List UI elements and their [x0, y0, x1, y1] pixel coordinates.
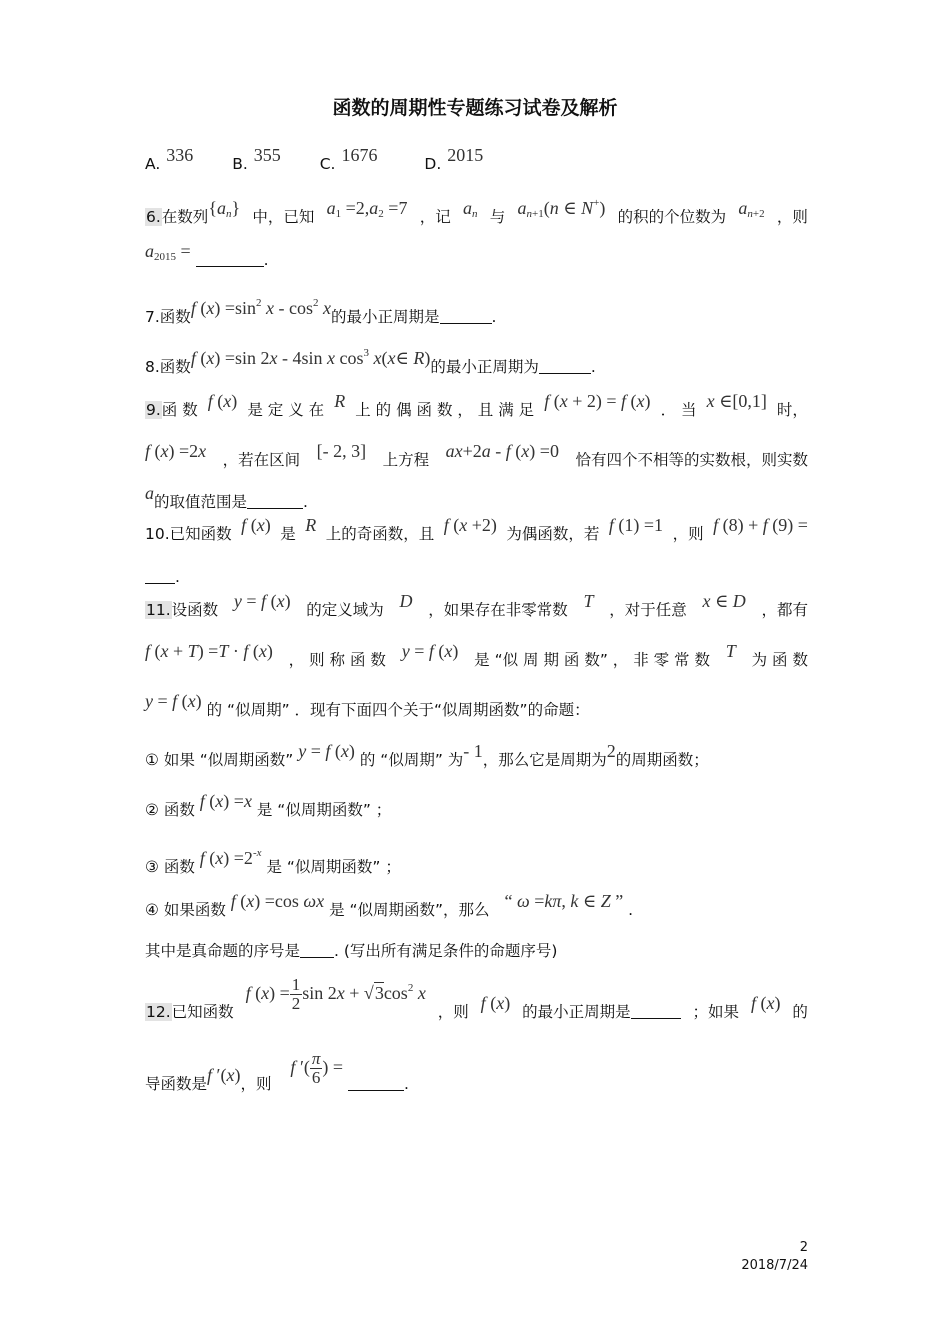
proposition-1: ① 如果 “似周期函数” y = f (x) 的 “似周期” 为- 1，那么它是周期为2的周期函数；: [145, 741, 709, 769]
proposition-2: ② 函数 f (x) =x 是 “似周期函数” ；: [145, 791, 392, 819]
answer-blank: [539, 359, 591, 374]
proposition-4: ④ 如果函数 f (x) =cos ωx 是 “似周期函数”，那么 “ ω =kπ, k ∈ Z ” .: [145, 891, 634, 919]
proposition-3: ③ 函数 f $(x) =2^{-x}$ 是 “似周期函数” ；: [145, 847, 401, 876]
page-title: 函数的周期性专题练习试卷及解析: [332, 97, 618, 119]
question-11-prompt: 其中是真命题的序号是 . (写出所有满足条件的命题序号): [145, 942, 558, 960]
answer-blank: [348, 1076, 404, 1091]
answer-blank: [631, 1004, 681, 1019]
question-9: 9.函 数 f (x) 是 定 义 在 R 上 的 偶 函 数 ， 且 满 足 f (x + 2) = f (x) ． 当 x ∈[0,1] 时，: [146, 391, 808, 419]
question-6-answer: $a_{2015}$ = .: [145, 241, 269, 269]
answer-blank: [300, 943, 334, 958]
option-b: B. 355: [232, 145, 281, 173]
question-12: 12.已知函数 f (x) = $\frac{1}{2}$ $\sin 2x + √3\cos^2$ x ，则 f (x) 的最小正周期是 ；如果 f (x) 的: [146, 975, 808, 1021]
option-a: A. 336: [145, 145, 194, 173]
answer-blank: [440, 309, 492, 324]
answer-blank: [145, 569, 175, 584]
question-8: 8.函数f (x) =sin 2x - 4sin x $\cos^3$ x(x∈ R)的最小正周期为 .: [145, 347, 596, 376]
question-6: 6.在数列$\{a_n\}$ 中，已知 $a_1 =2,a_2 =7$ ，记 $a_n$ 与 $a_{n+1}(n$ ∈ N+) 的积的个位数为 $a_{n+2}$ ，则: [146, 197, 808, 226]
question-11: 11.设函数 y = f (x) 的定义域为 D ，如果存在非零常数 T ，对于任意 x ∈ D ，都有: [146, 591, 808, 619]
answer-blank: [247, 494, 303, 509]
q5-options: [145, 145, 808, 175]
question-12-line-2: 导函数是f ′(x)，则 f ′( $\frac{\pi}{6}$ ) = .: [145, 1049, 409, 1093]
document-date: 2018/7/24: [741, 1258, 808, 1273]
question-9-line-3: a的取值范围是 .: [145, 483, 308, 511]
option-d: D. 2015: [424, 145, 484, 173]
answer-blank: [196, 252, 264, 267]
question-11-line-3: y = f (x) 的 “似周期” ．现有下面四个关于“似周期函数”的命题：: [145, 691, 590, 719]
page-number: 2: [799, 1240, 808, 1255]
question-number: 6.: [146, 208, 161, 226]
question-9-line-2: f (x) =2x ，若在区间 [- 2, 3] 上方程 ax+2a - f (x) =0 恰有四个不相等的实数根，则实数: [145, 441, 808, 469]
option-c: C. 1676: [319, 145, 378, 173]
question-11-line-2: f (x + T) =T · f (x) ， 则 称 函 数 y = f (x) 是 “似 周 期 函 数” ， 非 零 常 数 T 为 函 数: [145, 641, 808, 669]
question-7: 7.函数f $(x) =\sin^2$ x - $\cos^2 x$的最小正周期是 .: [145, 297, 497, 326]
question-10: 10.已知函数 f (x) 是 R 上的奇函数，且 f (x +2) 为偶函数，若 f (1) =1 ，则 f (8) + f (9) =: [145, 515, 808, 543]
question-10-answer: .: [145, 566, 808, 588]
